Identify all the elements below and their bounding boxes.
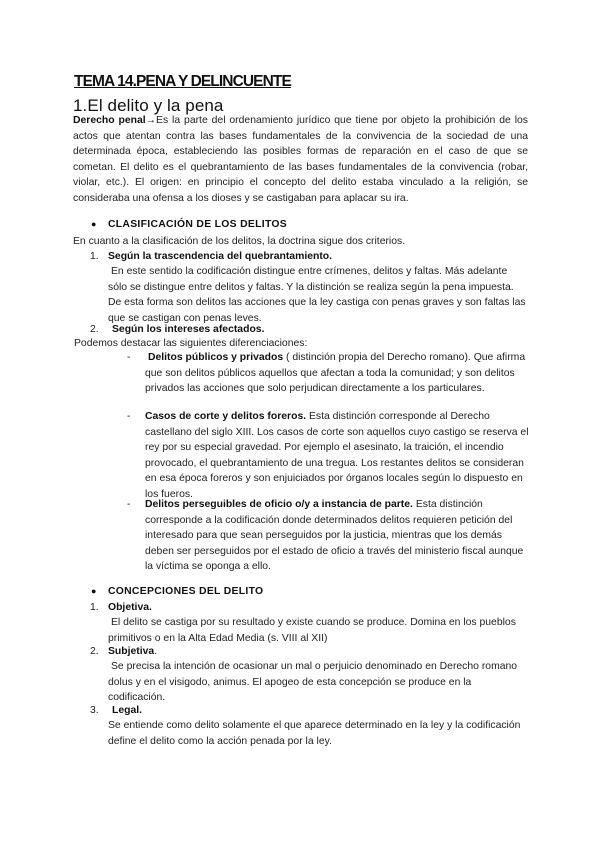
bullet-icon: ●: [91, 219, 97, 229]
concepcion-2-text: Se precisa la intención de ocasionar un mal o perjuicio denominado en Derecho romano dolus y en el visigodo, animus. El apogeo de esta concepción se produce en la codificación.: [108, 661, 518, 704]
concepcion-1-num: 1.: [90, 602, 99, 613]
clasificacion-item-2-text: Podemos destacar las siguientes diferenciaciones:: [74, 338, 308, 349]
sub-item-2-dash: -: [127, 411, 131, 422]
sub-item-3: Delitos perseguibles de oficio o/y a instancia de parte. Esta distinción corresponde a la codificación donde determinados delitos requieren petición del interesado para que sean perseguidos por la justicia, mientras que los demás deben ser perseguidos por el estado de oficio a través del ministerio fiscal aunque la víctima se oponga a ello.: [145, 499, 524, 573]
clasificacion-item-1-num: 1.: [90, 251, 99, 262]
clasificacion-item-2-num: 2.: [90, 324, 99, 335]
concepcion-3-title: Legal.: [112, 705, 143, 716]
concepcion-3-num: 3.: [90, 705, 99, 716]
clasificacion-intro: En cuanto a la clasificación de los delitos, la doctrina sigue dos criterios.: [73, 236, 406, 247]
concepcion-2-title: Subjetiva.: [108, 646, 158, 657]
section-heading-delito-pena: 1.El delito y la pena: [73, 96, 224, 115]
sub-item-1: Delitos públicos y privados ( distinción propia del Derecho romano). Que afirma que son delitos públicos aquellos que afectan a toda la comunidad; y son delitos privados las acciones que solo perjudican directamente a los particulares.: [145, 352, 526, 395]
concepcion-3-text: Se entiende como delito solamente el que aparece determinado en la ley y la codificación define el delito como la acción penada por la ley.: [108, 720, 521, 747]
term-derecho-penal: Derecho penal: [73, 115, 146, 126]
intro-paragraph: [73, 113, 528, 207]
concepcion-2-num: 2.: [90, 646, 99, 657]
concepcion-1-title: Objetiva.: [108, 602, 152, 613]
document-title: TEMA 14.PENA Y DELINCUENTE: [74, 73, 291, 90]
clasificacion-item-1-title: Según la trascendencia del quebrantamiento.: [108, 251, 333, 262]
clasificacion-heading: [91, 219, 287, 230]
clasificacion-heading-text: CLASIFICACIÓN DE LOS DELITOS: [107, 219, 288, 230]
concepciones-heading: [91, 586, 263, 597]
concepcion-1-text: El delito se castiga por su resultado y existe cuando se produce. Domina en los pueblos primitivos o en la Alta Edad Media (s. VIII al XII): [108, 617, 516, 644]
bullet-icon: ●: [91, 586, 97, 596]
clasificacion-item-1-text: En este sentido la codificación distingue entre crímenes, delitos y faltas. Más adelante sólo se distingue entre delitos y faltas. Y la distinción se realiza según la pena impuesta. De esta forma son delitos las acciones que la ley castiga con penas graves y son faltas las que se castigan con penas leves.: [108, 266, 526, 324]
arrow-glyph: →: [145, 115, 157, 126]
concepciones-heading-text: CONCEPCIONES DEL DELITO: [107, 586, 264, 597]
clasificacion-item-2-title: Según los intereses afectados.: [112, 324, 265, 335]
sub-item-3-dash: -: [127, 499, 131, 510]
sub-item-1-dash: -: [127, 352, 131, 363]
intro-text: Es la parte del ordenamiento jurídico que tiene por objeto la prohibición de los actos que atentan contra las bases fundamentales de la convivencia de la sociedad de una determinada época, estableciendo las posibles formas de reparación en el caso de que se cometan. El delito es el quebrantamiento de las bases fundamentales de la convivencia (robar, violar, etc.). El origen: en principio el concepto del delito estaba vinculado a la religión, se consideraba una ofensa a los dioses y se castigaban para aplacar su ira.: [73, 115, 528, 204]
sub-item-2: Casos de corte y delitos foreros. Esta distinción corresponde al Derecho castellano del siglo XIII. Los casos de corte son aquellos cuyo castigo se reserva el rey por su especial gravedad. Por ejemplo el asesinato, la traición, el incendio provocado, el quebrantamiento de una tregua. Los restantes delitos se consideran en esa época foreros y son enjuiciados por órganos locales según lo dispuesto en los fueros.: [145, 411, 529, 500]
